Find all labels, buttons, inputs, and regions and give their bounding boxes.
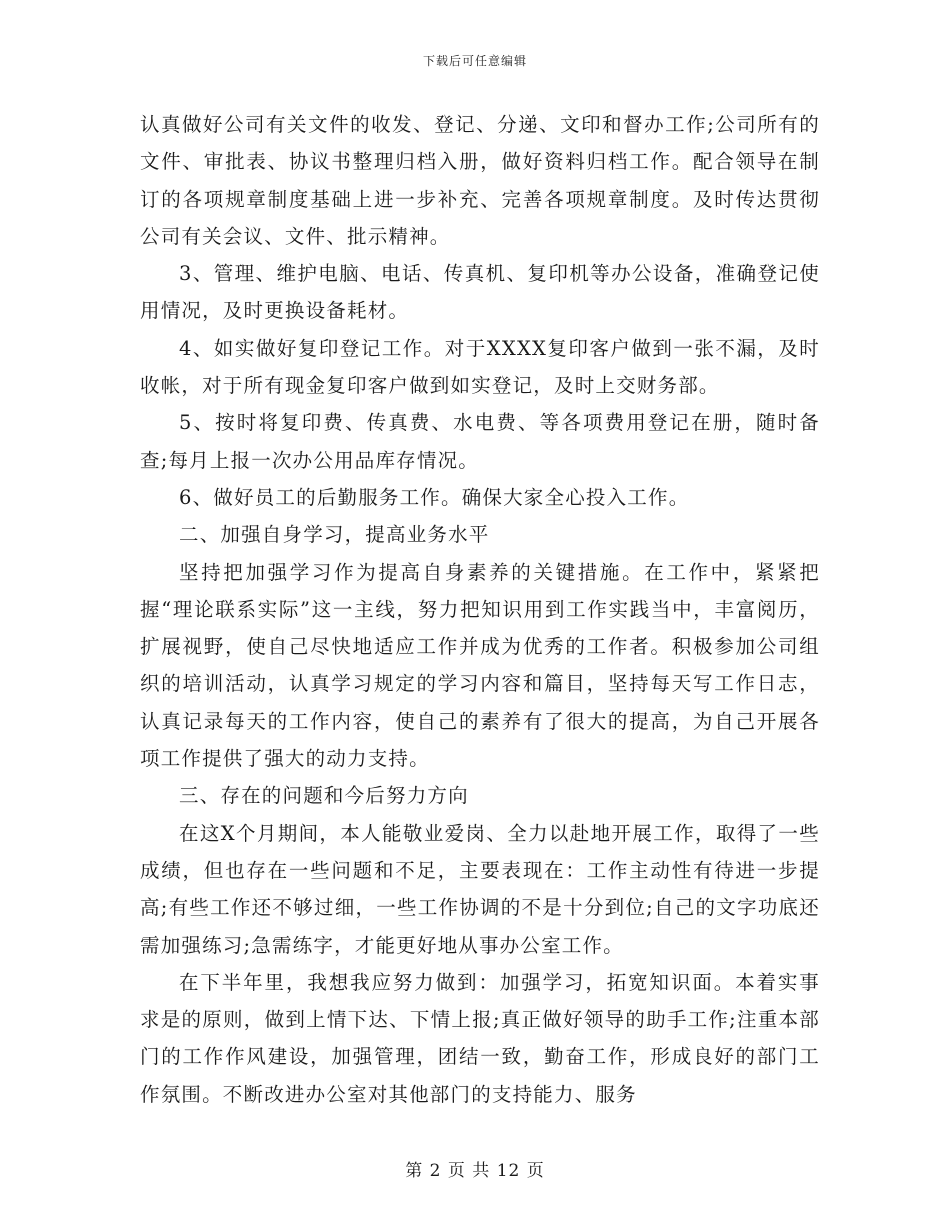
section-heading-3: 三、存在的问题和今后努力方向: [179, 784, 469, 808]
paragraph-4: 5、按时将复印费、传真费、水电费、等各项费用登记在册，随时备查;每月上报一次办公用品库存情况。: [140, 411, 820, 472]
page-header: 下载后可任意编辑: [422, 54, 527, 68]
paragraph-8: 在下半年里，我想我应努力做到：加强学习，拓宽知识面。本着实事求是的原则，做到上情下达、下情上报;真正做好领导的助手工作;注重本部门的工作作风建设，加强管理，团结一致，勤奋工作，形成良好的部门工作氛围。不断改进办公室对其他部门的支持能力、服务: [140, 970, 820, 1106]
paragraph-5: 6、做好员工的后勤服务工作。确保大家全心投入工作。: [179, 485, 690, 509]
paragraph-6: 坚持把加强学习作为提高自身素养的关键措施。在工作中，紧紧把握“理论联系实际”这一主线，努力把知识用到工作实践当中，丰富阅历，扩展视野，使自己尽快地适应工作并成为优秀的工作者。积极参加公司组织的培训活动，认真学习规定的学习内容和篇目，坚持每天写工作日志，认真记录每天的工作内容，使自己的素养有了很大的提高，为自己开展各项工作提供了强大的动力支持。: [140, 560, 820, 771]
paragraph-2: 3、管理、维护电脑、电话、传真机、复印机等办公设备，准确登记使用情况，及时更换设备耗材。: [140, 262, 820, 323]
paragraph-3: 4、如实做好复印登记工作。对于XXXX复印客户做到一张不漏，及时收帐，对于所有现金复印客户做到如实登记，及时上交财务部。: [140, 336, 820, 398]
section-heading-2: 二、加强自身学习，提高业务水平: [179, 523, 490, 547]
page-footer: 第 2 页 共 12 页: [405, 1161, 545, 1181]
document-body: [140, 106, 820, 1113]
paragraph-7: 在这X个月期间，本人能敬业爱岗、全力以赴地开展工作，取得了一些成绩，但也存在一些问题和不足，主要表现在：工作主动性有待进一步提高;有些工作还不够过细，一些工作协调的不是十分到位;自己的文字功底还需加强练习;急需练字，才能更好地从事办公室工作。: [140, 821, 820, 957]
paragraph-1: 认真做好公司有关文件的收发、登记、分递、文印和督办工作;公司所有的文件、审批表、协议书整理归档入册，做好资料归档工作。配合领导在制订的各项规章制度基础上进一步补充、完善各项规章制度。及时传达贯彻公司有关会议、文件、批示精神。: [140, 113, 820, 248]
